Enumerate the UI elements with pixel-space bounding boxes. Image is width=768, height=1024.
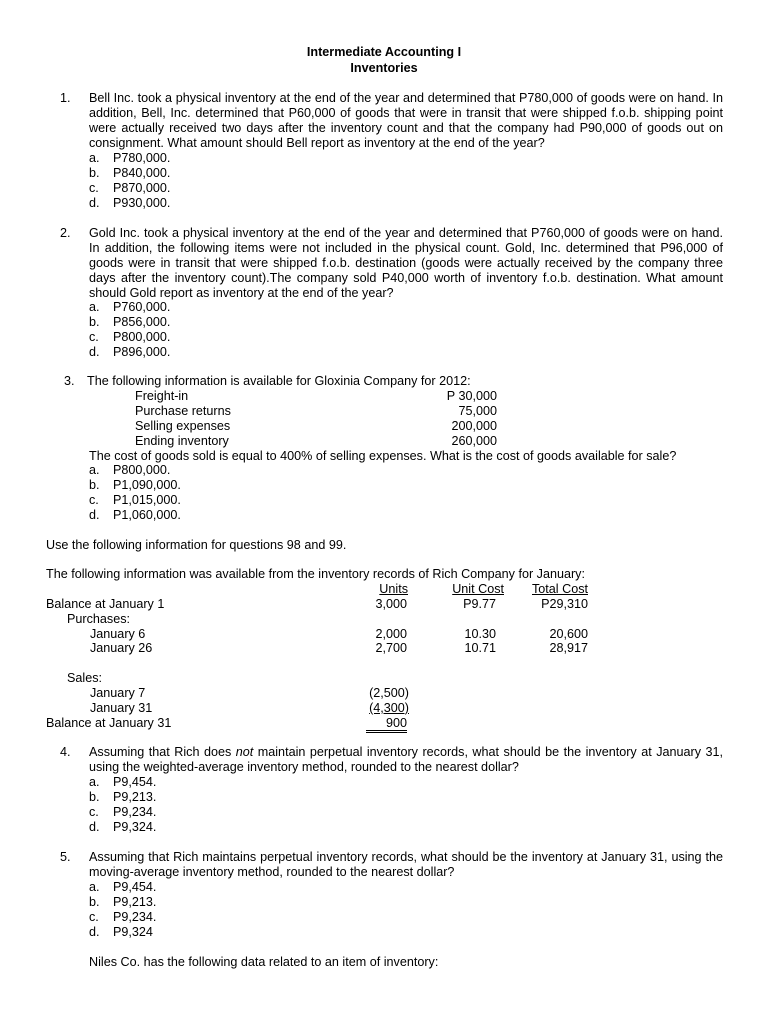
- balance-units-value: 900: [366, 717, 407, 733]
- option: b. P1,090,000.: [89, 478, 181, 492]
- option: d. P896,000.: [89, 345, 171, 359]
- purchases-label: Purchases:: [67, 612, 130, 626]
- option: a. P800,000.: [89, 463, 171, 477]
- row-label: January 31: [90, 701, 153, 715]
- cell-units: 2,700: [375, 641, 407, 655]
- gloxinia-item-value: 260,000: [451, 434, 497, 448]
- option: b. P856,000.: [89, 315, 171, 329]
- gloxinia-item-label: Selling expenses: [135, 419, 231, 433]
- option: b. P840,000.: [89, 166, 171, 180]
- row-label: Balance at January 1: [46, 597, 165, 611]
- option: d. P1,060,000.: [89, 508, 181, 522]
- cell-units: [330, 716, 407, 733]
- column-header-total-cost: Total Cost: [532, 582, 588, 596]
- option: a. P760,000.: [89, 300, 171, 314]
- document-title: Intermediate Accounting I: [306, 45, 462, 59]
- gloxinia-item-label: Freight-in: [135, 389, 189, 403]
- question-2-text: Gold Inc. took a physical inventory at the end of the year and determined that P760,000 of goods were on hand. In addition, the following items were not included in the physical count. Gold, Inc. determined that P96,000 of goods were in transit that were shipped f.o.b. destination (goods were actually received by the company three days after the inventory count).The company sold P40,000 worth of inventory f.o.b. destination. What amount should Gold report as inventory at the end of the year?: [89, 226, 723, 300]
- question-2-number: 2.: [60, 226, 71, 240]
- gloxinia-item-label: Purchase returns: [135, 404, 231, 418]
- question-1-text: Bell Inc. took a physical inventory at the end of the year and determined that P780,000 of goods were on hand. In addition, Bell, Inc. determined that P60,000 of goods that were in transit that were shipped f.o.b. shipping point were actually received two days after the inventory count and that the company had P90,000 of goods out on consignment. What amount should Bell report as inventory at the end of the year?: [89, 91, 723, 150]
- gloxinia-item-label: Ending inventory: [135, 434, 229, 448]
- question-4-options: [89, 775, 156, 835]
- option: b. P9,213.: [89, 790, 157, 804]
- row-label: January 6: [90, 627, 146, 641]
- row-label: January 7: [90, 686, 146, 700]
- question-2-options: [89, 300, 170, 360]
- use-info-note: Use the following information for questions 98 and 99.: [46, 538, 347, 552]
- cell-unit-cost: 10.30: [464, 627, 496, 641]
- cell-unit-cost: 10.71: [464, 641, 496, 655]
- option: d. P930,000.: [89, 196, 171, 210]
- question-4-text: Assuming that Rich does not maintain perpetual inventory records, what should be the inventory at January 31, using the weighted-average inventory method, rounded to the nearest dollar?: [89, 745, 723, 774]
- niles-intro: Niles Co. has the following data related to an item of inventory:: [89, 955, 439, 969]
- rich-intro: The following information was available from the inventory records of Rich Company for January:: [46, 567, 585, 581]
- cell-units: 2,000: [375, 627, 407, 641]
- question-1-number: 1.: [60, 91, 71, 105]
- option: d. P9,324: [89, 925, 153, 939]
- column-header-units: Units: [379, 582, 408, 596]
- option: a. P9,454.: [89, 880, 157, 894]
- row-label: Balance at January 31: [46, 716, 172, 730]
- gloxinia-item-value: 200,000: [451, 419, 497, 433]
- cell-unit-cost: P9.77: [463, 597, 496, 611]
- option: d. P9,324.: [89, 820, 157, 834]
- question-3-intro: The following information is available for Gloxinia Company for 2012:: [87, 374, 471, 388]
- cell-units: (2,500): [369, 686, 409, 700]
- question-5-options: [89, 880, 156, 940]
- question-4-number: 4.: [60, 745, 71, 759]
- option: b. P9,213.: [89, 895, 157, 909]
- question-3-options: [89, 463, 181, 523]
- cell-units: (4,300): [369, 701, 409, 715]
- cell-total-cost: 28,917: [549, 641, 588, 655]
- option: c. P1,015,000.: [89, 493, 181, 507]
- column-header-unit-cost: Unit Cost: [452, 582, 504, 596]
- option: a. P9,454.: [89, 775, 157, 789]
- option: a. P780,000.: [89, 151, 171, 165]
- cell-total-cost: 20,600: [549, 627, 588, 641]
- gloxinia-item-value: P 30,000: [446, 389, 497, 403]
- option: c. P9,234.: [89, 910, 157, 924]
- question-5-number: 5.: [60, 850, 71, 864]
- gloxinia-item-value: 75,000: [458, 404, 497, 418]
- row-label: January 26: [90, 641, 153, 655]
- document-subtitle: Inventories: [350, 61, 418, 75]
- option: c. P870,000.: [89, 181, 171, 195]
- question-3-number: 3.: [64, 374, 75, 388]
- option: c. P9,234.: [89, 805, 157, 819]
- cell-total-cost: P29,310: [541, 597, 588, 611]
- question-3-text: The cost of goods sold is equal to 400% of selling expenses. What is the cost of goods available for sale?: [89, 449, 677, 463]
- cell-units: 3,000: [375, 597, 407, 611]
- question-5-text: Assuming that Rich maintains perpetual inventory records, what should be the inventory at January 31, using the moving-average inventory method, rounded to the nearest dollar?: [89, 850, 723, 879]
- sales-label: Sales:: [67, 671, 103, 685]
- question-1-options: [89, 151, 170, 211]
- option: c. P800,000.: [89, 330, 171, 344]
